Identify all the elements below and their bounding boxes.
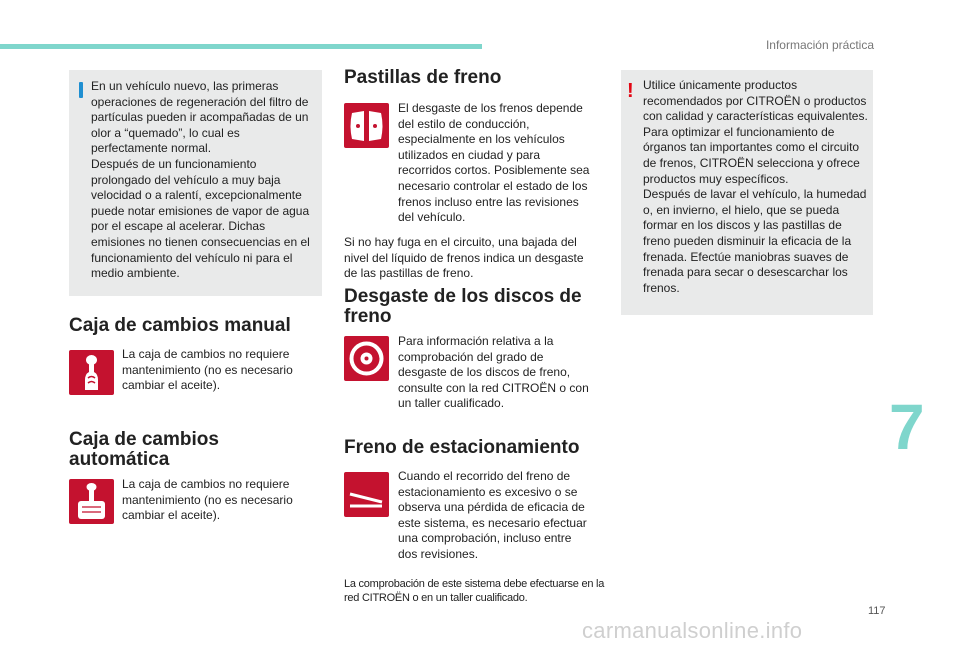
parking-brake-text: Cuando el recorrido del freno de estacionamiento es excesivo o se observa una pérdida de eficacia de este sistema, es necesario efectuar una comprobación, incluso entre dos revisiones.: [398, 469, 587, 561]
manual-gearbox-icon: [69, 350, 114, 395]
automatic-gearbox-text: La caja de cambios no requiere mantenimiento (no es necesario cambiar el aceite).: [122, 477, 293, 523]
brake-pads-heading: Pastillas de freno: [344, 67, 502, 88]
parking-brake-note: La comprobación de este sistema debe efectuarse en la red CITROËN o en un taller cualificado.: [344, 578, 605, 604]
brake-disc-icon: [344, 336, 389, 381]
manual-gearbox-text: La caja de cambios no requiere mantenimiento (no es necesario cambiar el aceite).: [122, 347, 293, 393]
warning-paragraph: Después de lavar el vehículo, la humedad o, en invierno, el hielo, que se pueda formar en los discos y las pastillas de freno pueden disminuir la eficacia de la frenada. Efectúe maniobras suaves de frenada para secar o desescarchar los frenos.: [643, 187, 867, 295]
brake-pads-icon: [344, 103, 389, 148]
info-icon: [79, 82, 83, 98]
chapter-number: 7: [889, 391, 925, 463]
manual-gearbox-heading: Caja de cambios manual: [69, 315, 291, 336]
watermark: carmanualsonline.info: [582, 618, 803, 643]
discs-title-line: freno: [344, 306, 392, 327]
warning-paragraph: Para optimizar el funcionamiento de órganos tan importantes como el circuito de frenos, CITROËN selecciona y ofrece productos muy específicos.: [643, 124, 860, 186]
warning-icon: !: [627, 80, 634, 102]
parking-brake-icon: [344, 472, 389, 517]
discs-title-line: Desgaste de los discos de: [344, 286, 582, 307]
brake-pads-note: Si no hay fuga en el circuito, una bajada del nivel del líquido de frenos indica un desgaste de las pastillas de freno.: [344, 235, 584, 281]
info-box: [69, 70, 322, 296]
section-title: Información práctica: [765, 38, 874, 52]
brake-pads-text: El desgaste de los frenos depende del estilo de conducción, especialmente en los vehículos utilizados en ciudad y para recorridos cortos. Posiblemente sea necesario controlar el estado de los frenos incluso entre las revisiones del vehículo.: [398, 101, 590, 225]
warning-box: [621, 70, 873, 315]
brake-discs-text: Para información relativa a la comprobación del grado de desgaste de los discos de freno, consulte con la red CITROËN o con un taller cualificado.: [398, 334, 589, 411]
info-paragraph: Después de un funcionamiento prolongado del vehículo a muy baja velocidad o a ralentí, excepcionalmente puede notar emisiones de vapor de agua por el escape al acelerar. Dichas emisiones no tienen consecuencias en el funcionamiento del vehículo ni para el medio ambiente.: [91, 156, 310, 281]
header-accent-bar: [0, 44, 482, 49]
automatic-gearbox-icon: [69, 479, 114, 524]
automatic-title-line: Caja de cambios: [69, 429, 219, 450]
brake-discs-heading: [344, 287, 582, 327]
automatic-gearbox-heading: [69, 430, 219, 470]
parking-brake-heading: Freno de estacionamiento: [344, 437, 580, 458]
info-paragraph: En un vehículo nuevo, las primeras operaciones de regeneración del filtro de partículas pueden ir acompañadas de un olor a “quemado”, lo cual es perfectamente normal.: [91, 79, 309, 156]
automatic-title-line: automática: [69, 449, 170, 470]
page-number: 117: [868, 605, 886, 617]
warning-paragraph: Utilice únicamente productos recomendados por CITROËN o productos con calidad y características equivalentes.: [643, 78, 868, 124]
